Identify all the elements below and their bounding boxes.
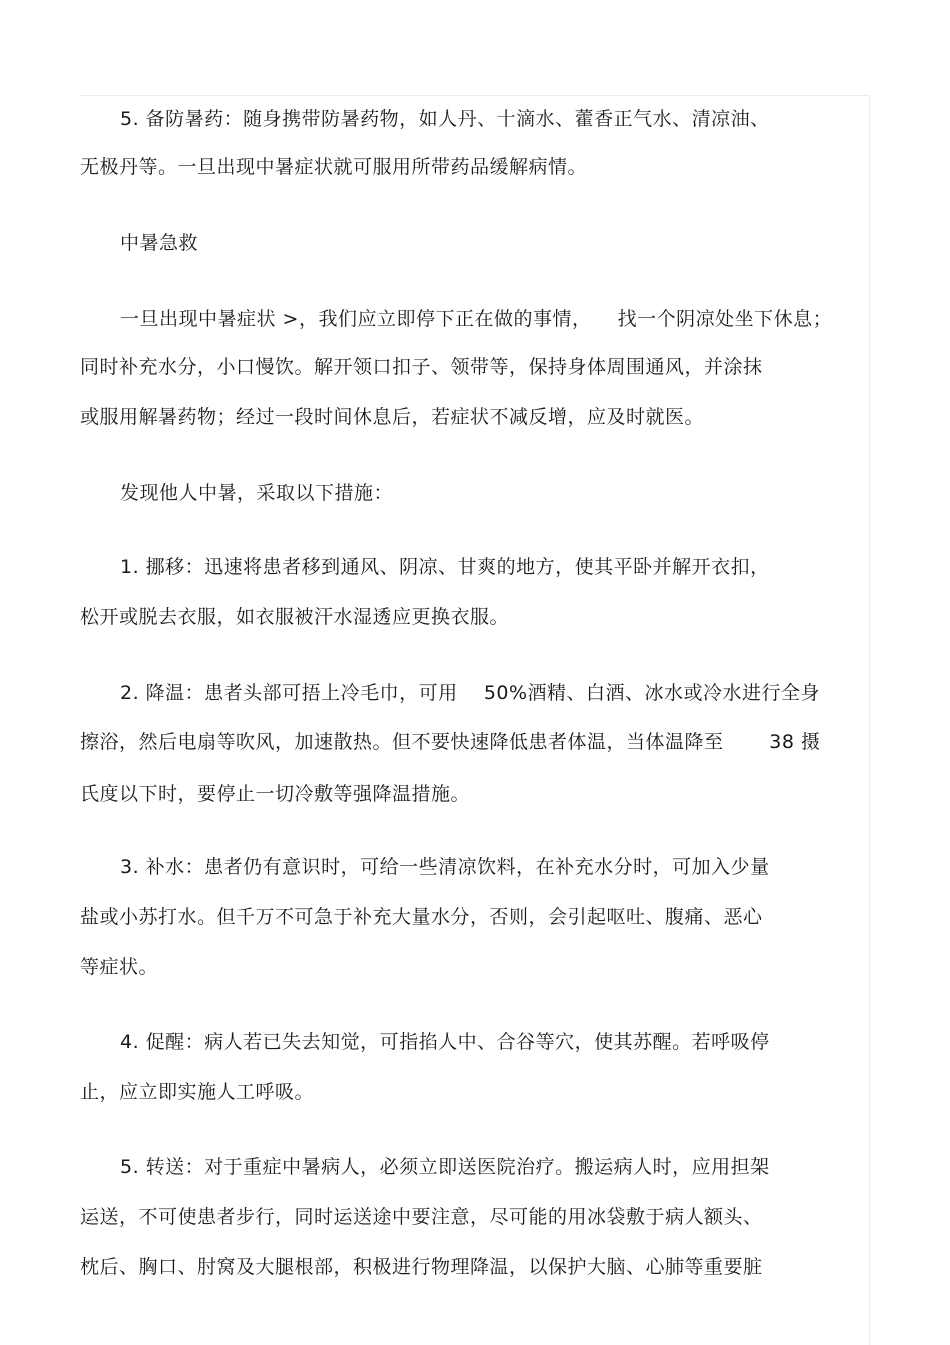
list-item-line: 盐或小苏打水。但千万不可急于补充大量水分，否则，会引起呕吐、腹痛、恶心: [80, 906, 763, 928]
list-item-line: 2. 降温：患者头部可捂上冷毛巾，可用 50%酒精、白酒、冰水或冷水进行全身: [120, 682, 821, 704]
list-item-line: 3. 补水：患者仍有意识时，可给一些清凉饮料，在补充水分时，可加入少量: [120, 856, 770, 878]
list-item-line: 止，应立即实施人工呼吸。: [80, 1081, 315, 1103]
list-item-line: 等症状。: [80, 956, 159, 978]
list-item-line: 4. 促醒：病人若已失去知觉，可指掐人中、合谷等穴，使其苏醒。若呼吸停: [120, 1031, 770, 1053]
list-item-line: 1. 挪移：迅速将患者移到通风、阴凉、甘爽的地方，使其平卧并解开衣扣，: [120, 556, 770, 578]
list-item-line: 松开或脱去衣服，如衣服被汗水湿透应更换衣服。: [80, 606, 510, 628]
paragraph-line: 发现他人中暑，采取以下措施：: [120, 482, 394, 504]
list-item-line: 5. 转送：对于重症中暑病人，必须立即送医院治疗。搬运病人时，应用担架: [120, 1156, 770, 1178]
list-item-line: 运送，不可使患者步行，同时运送途中要注意，尽可能的用冰袋敷于病人额头、: [80, 1206, 763, 1228]
list-item-line: 氏度以下时，要停止一切冷敷等强降温措施。: [80, 783, 471, 805]
list-item-line: 枕后、胸口、肘窝及大腿根部，积极进行物理降温，以保护大脑、心肺等重要脏: [80, 1256, 763, 1278]
list-item-line: 擦浴，然后电扇等吹风，加速散热。但不要快速降低患者体温，当体温降至 38 摄: [80, 731, 821, 753]
section-heading: 中暑急救: [120, 232, 199, 254]
paragraph-line: 同时补充水分，小口慢饮。解开领口扣子、领带等，保持身体周围通风，并涂抹: [80, 356, 763, 378]
paragraph-line: 或服用解暑药物；经过一段时间休息后，若症状不减反增，应及时就医。: [80, 406, 705, 428]
paragraph-line: 一旦出现中暑症状 >，我们应立即停下正在做的事情， 找一个阴凉处坐下休息；: [120, 308, 833, 330]
paragraph-line: 无极丹等。一旦出现中暑症状就可服用所带药品缓解病情。: [80, 156, 588, 178]
paragraph-line: 5. 备防暑药：随身携带防暑药物，如人丹、十滴水、藿香正气水、清凉油、: [120, 108, 770, 130]
